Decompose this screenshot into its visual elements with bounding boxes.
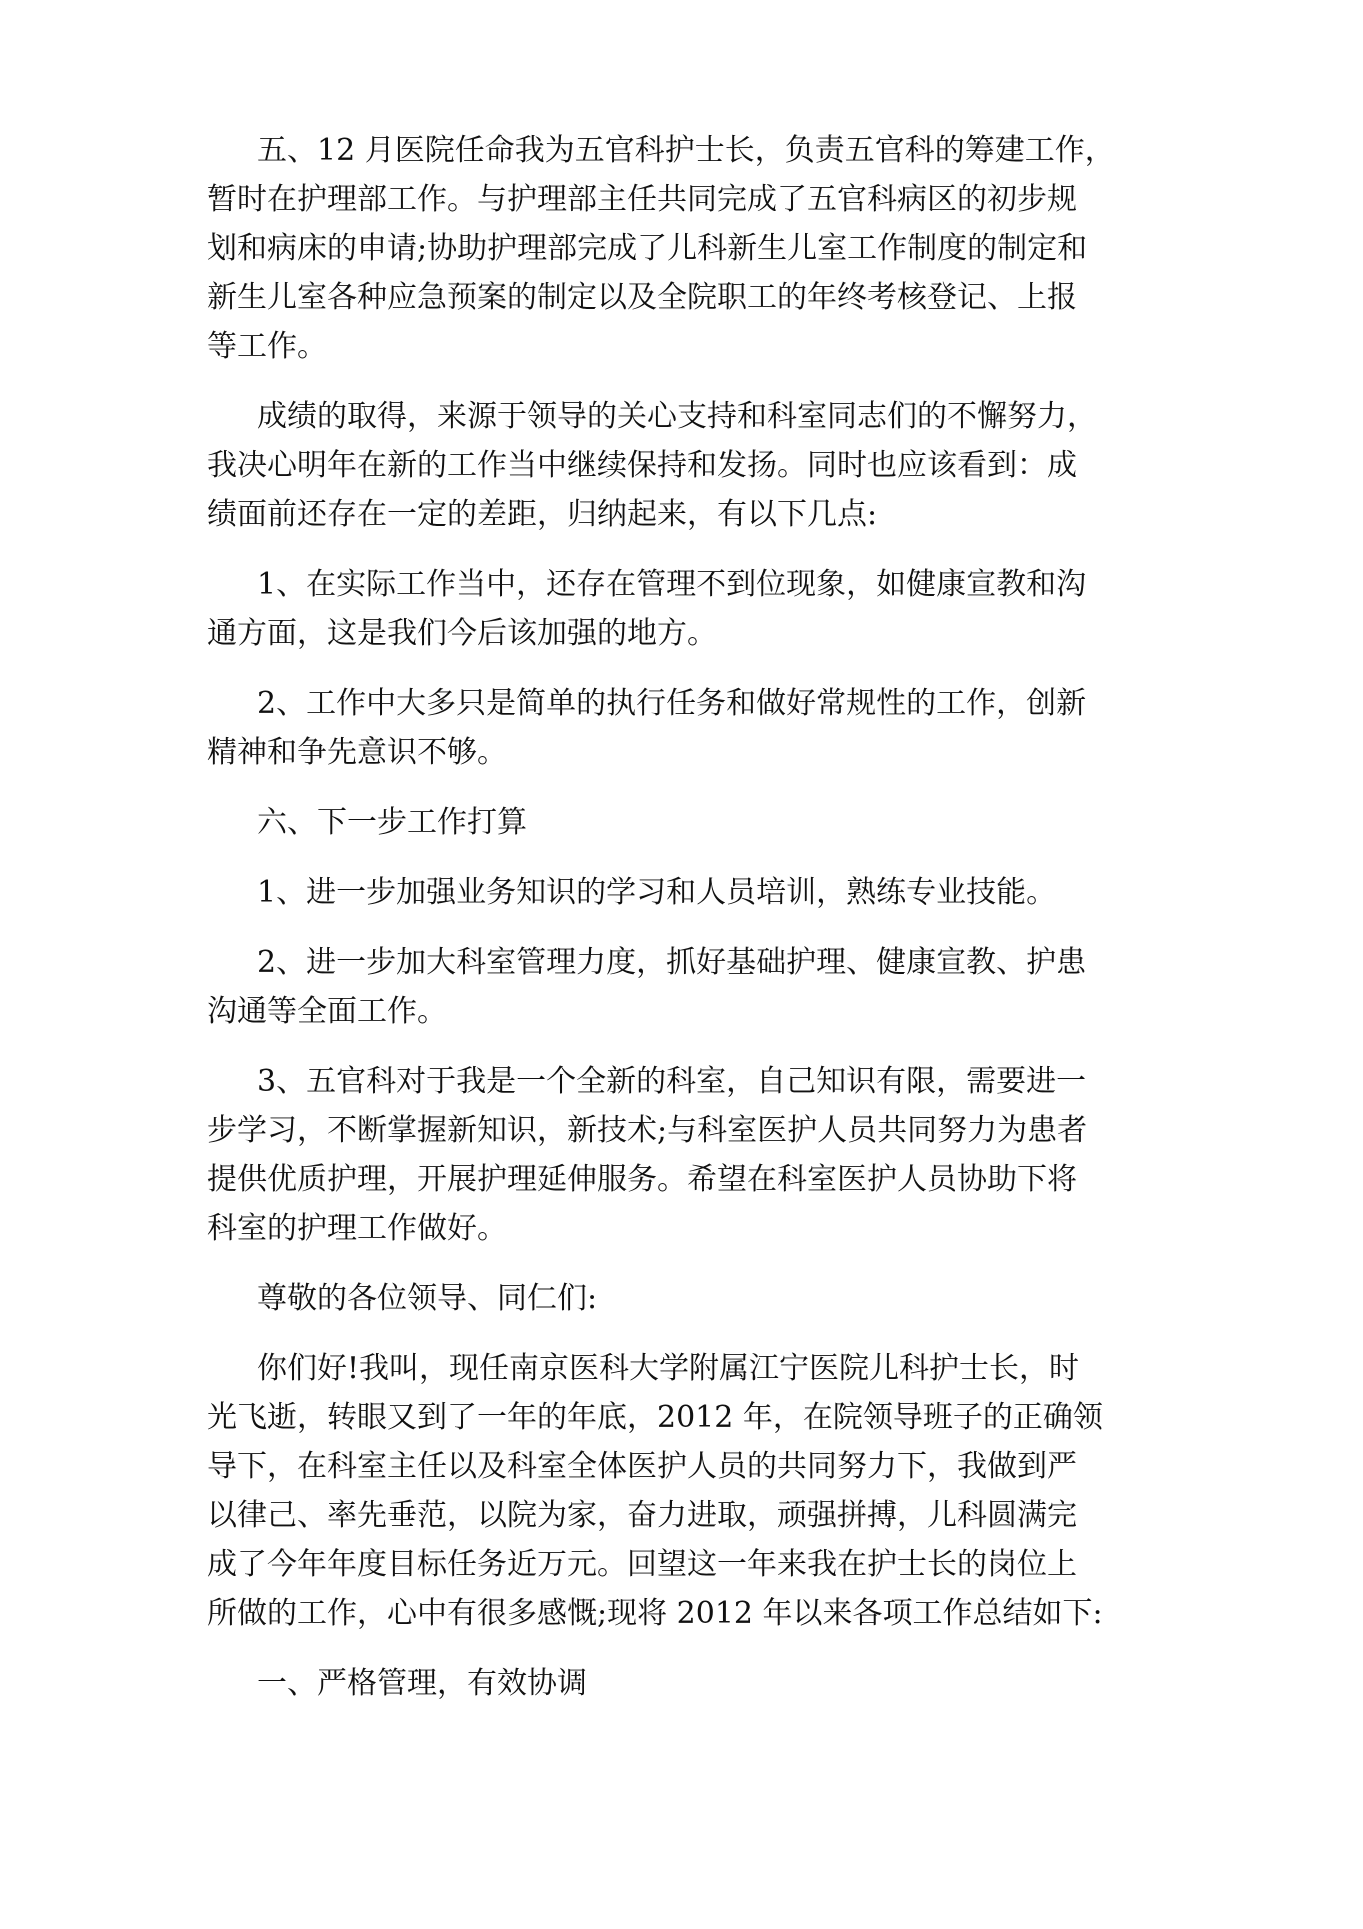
- paragraph-shortcoming-2: 2、工作中大多只是简单的执行任务和做好常规性的工作，创新 精神和争先意识不够。: [207, 686, 1087, 770]
- paragraph-introduction: 你们好!我叫，现任南京医科大学附属江宁医院儿科护士长，时 光飞逝，转眼又到了一年的年底，2012 年，在院领导班子的正确领 导下，在科室主任以及科室全体医护人员的共同努力下，我做到严 以律己、率先垂范，以院为家，奋力进取，顽强拼搏，儿科圆满完 成了今年年度目标任务近万元。回望这一年来我在护士长的岗位上 所做的工作，心中有很多感慨;现将 2012 年以来各项工作总结如下:: [207, 1351, 1103, 1631]
- paragraph-shortcoming-1: 1、在实际工作当中，还存在管理不到位现象，如健康宣教和沟 通方面，这是我们今后该加强的地方。: [207, 567, 1087, 651]
- document-page: [207, 126, 1157, 1729]
- salutation: 尊敬的各位领导、同仁们:: [257, 1281, 598, 1316]
- paragraph-plan-3: 3、五官科对于我是一个全新的科室，自己知识有限，需要进一 步学习，不断掌握新知识，新技术;与科室医护人员共同努力为患者 提供优质护理，开展护理延伸服务。希望在科室医护人员协助下将 科室的护理工作做好。: [207, 1064, 1088, 1246]
- section-heading-next-steps: 六、下一步工作打算: [257, 805, 527, 840]
- section-heading-management: 一、严格管理，有效协调: [257, 1666, 587, 1701]
- paragraph-ent-head-nurse-appointment: 五、12 月医院任命我为五官科护士长，负责五官科的筹建工作， 暂时在护理部工作。与护理部主任共同完成了五官科病区的初步规 划和病床的申请;协助护理部完成了儿科新生儿室工作制度的制定和 新生儿室各种应急预案的制定以及全院职工的年终考核登记、上报 等工作。: [207, 133, 1115, 364]
- paragraph-plan-1: 1、进一步加强业务知识的学习和人员培训，熟练专业技能。: [257, 875, 1057, 910]
- paragraph-plan-2: 2、进一步加大科室管理力度，抓好基础护理、健康宣教、护患 沟通等全面工作。: [207, 945, 1087, 1029]
- paragraph-achievements: 成绩的取得，来源于领导的关心支持和科室同志们的不懈努力， 我决心明年在新的工作当中继续保持和发扬。同时也应该看到：成 绩面前还存在一定的差距，归纳起来，有以下几点:: [207, 399, 1097, 532]
